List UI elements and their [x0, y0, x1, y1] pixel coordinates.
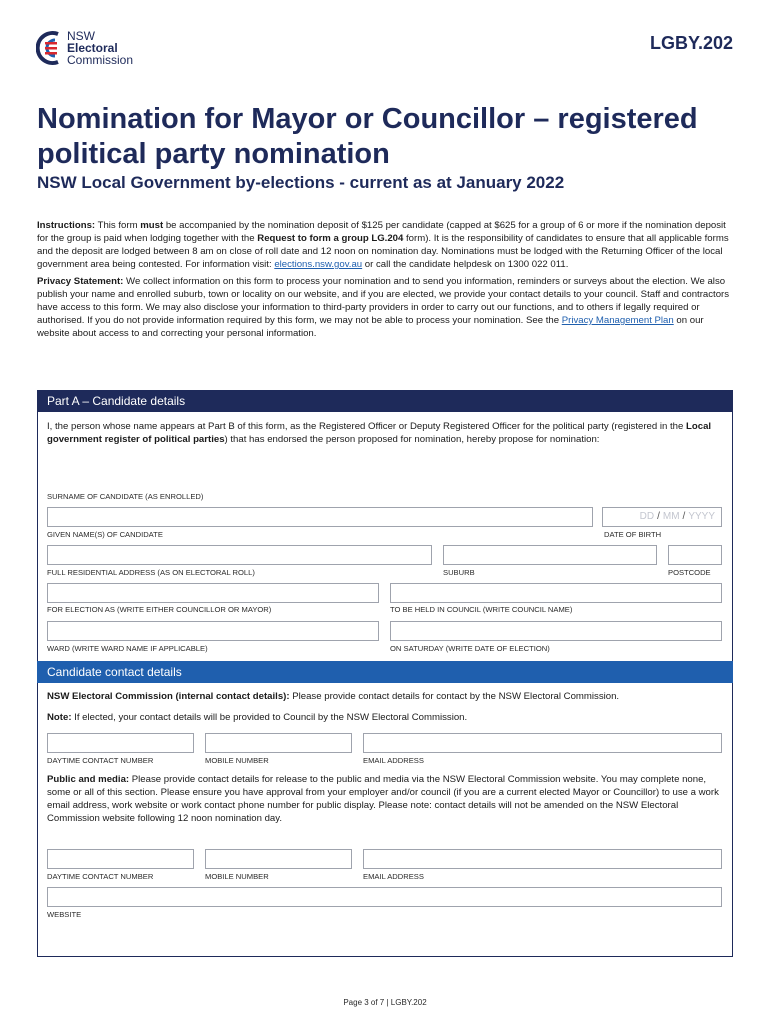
public-mobile-label: MOBILE NUMBER [205, 872, 269, 881]
instructions-text-c: form). It is the responsibility of candidates to ensure that all applicable forms and the deposit are lodged between 8 am on close of roll date and 12 noon on nomination day. Nominations must be lodged with the Returning Officer of the local government area being contested. For information visit: [37, 233, 729, 270]
election-date-field[interactable] [390, 621, 722, 641]
council-label: TO BE HELD IN COUNCIL (WRITE COUNCIL NAME) [390, 605, 573, 614]
request-form-reference: Request to form a group LG.204 [257, 233, 404, 244]
instructions-text-a: This form [95, 220, 141, 231]
privacy-label: Privacy Statement: [37, 276, 124, 287]
public-email-label: EMAIL ADDRESS [363, 872, 424, 881]
surname-label: SURNAME OF CANDIDATE (AS ENROLLED) [47, 492, 204, 501]
note-text: If elected, your contact details will be provided to Council by the NSW Electoral Commission. [71, 712, 468, 723]
internal-email-label: EMAIL ADDRESS [363, 756, 424, 765]
internal-email-field[interactable] [363, 733, 722, 753]
logo-line-3: Commission [67, 53, 134, 67]
privacy-paragraph [37, 275, 737, 340]
page-subtitle: NSW Local Government by-elections - current as at January 2022 [37, 173, 565, 192]
public-mobile-field[interactable] [205, 849, 352, 869]
surname-field[interactable] [47, 507, 593, 527]
declaration-text-a: I, the person whose name appears at Part B of this form, as the Registered Officer or Deputy Registered Officer for the political party (registered in the [47, 421, 687, 432]
ward-field[interactable] [47, 621, 379, 641]
instructions-text-b: be accompanied by the nomination deposit of $125 per candidate (capped at $625 for a group of 6 or more if the nomination deposit for the group is paid when lodging together with the [37, 220, 726, 244]
dob-month-placeholder: MM [662, 511, 680, 522]
contact-details-heading: Candidate contact details [37, 661, 733, 683]
residential-address-label: FULL RESIDENTIAL ADDRESS (AS ON ELECTORAL ROLL) [47, 568, 255, 577]
logo-line-1: NSW [67, 29, 95, 43]
internal-mobile-field[interactable] [205, 733, 352, 753]
instructions-paragraph [37, 219, 737, 271]
internal-mobile-label: MOBILE NUMBER [205, 756, 269, 765]
council-field[interactable] [390, 583, 722, 603]
elected-note [47, 711, 723, 724]
dob-day-placeholder: DD [639, 511, 655, 522]
date-of-birth-field[interactable] [602, 507, 722, 527]
note-label: Note: [47, 712, 72, 723]
page-title: Nomination for Mayor or Councillor – registered political party nomination [37, 103, 698, 170]
nswec-logo-icon [36, 30, 62, 66]
election-as-field[interactable] [47, 583, 379, 603]
dob-separator: / [682, 511, 686, 522]
elections-website-link[interactable]: elections.nsw.gov.au [274, 259, 363, 270]
public-media-note [47, 773, 723, 825]
declaration-text-b: ) that has endorsed the person proposed for nomination, hereby propose for nomination: [224, 434, 600, 445]
register-reference: Local government register of political parties [47, 421, 712, 445]
postcode-label: POSTCODE [668, 568, 711, 577]
public-media-text: Please provide contact details for release to the public and media via the NSW Electoral Commission website. You may complete none, some or all of this section. Please ensure you have approval from your employer and/or council (if you are a current elected Mayor or Councillor) to use a work email address, work website or work contact phone number for public display. Please note: contact details will not be amended on the NSW Electoral Commission website following 12 noon nomination day. [47, 774, 719, 824]
instructions-block [37, 219, 737, 344]
public-website-field[interactable] [47, 887, 722, 907]
privacy-text-b: on our website about access to and correcting your personal information. [37, 315, 704, 339]
instructions-label: Instructions: [37, 220, 96, 231]
public-daytime-phone-label: DAYTIME CONTACT NUMBER [47, 872, 154, 881]
part-a-heading: Part A – Candidate details [37, 390, 733, 412]
public-daytime-phone-field[interactable] [47, 849, 194, 869]
dob-separator: / [657, 511, 660, 522]
election-as-label: FOR ELECTION AS (WRITE EITHER COUNCILLOR OR MAYOR) [47, 605, 272, 614]
suburb-label: SUBURB [443, 568, 475, 577]
proposer-declaration [47, 420, 723, 446]
website-label: WEBSITE [47, 910, 82, 919]
logo-wordmark [67, 30, 133, 66]
postcode-field[interactable] [668, 545, 722, 565]
nsw-electoral-commission-logo [36, 30, 133, 66]
privacy-text-a: We collect information on this form to process your nomination and to send you information, reminders or surveys about the election. We also publish your name and enrolled suburb, town or locality on our website, and if you are elected, we provide your contact details to your council. Staff and contractors have access to this form. We may also disclose your information to third-party providers in order to carry out our functions, and to others if legally required or authorised. If you do not provide information required by this form, we may not be able to process your nomination. See the [37, 276, 730, 326]
internal-daytime-phone-label: DAYTIME CONTACT NUMBER [47, 756, 154, 765]
internal-contact-text: Please provide contact details for contact by the NSW Electoral Commission. [289, 691, 620, 702]
public-media-label: Public and media: [47, 774, 130, 785]
internal-contact-label: NSW Electoral Commission (internal contact details): [47, 691, 290, 702]
logo-line-2: Electoral [67, 41, 118, 55]
privacy-plan-link[interactable]: Privacy Management Plan [561, 315, 674, 326]
dob-year-placeholder: YYYY [688, 511, 715, 522]
suburb-field[interactable] [443, 545, 657, 565]
given-names-field[interactable] [47, 545, 432, 565]
form-code: LGBY.202 [649, 33, 733, 53]
public-email-field[interactable] [363, 849, 722, 869]
instructions-text-d: or call the candidate helpdesk on 1300 022 011. [362, 259, 569, 270]
election-date-label: ON SATURDAY (WRITE DATE OF ELECTION) [390, 644, 550, 653]
page-footer: Page 3 of 7 | LGBY.202 [343, 998, 427, 1007]
must-emphasis: must [140, 220, 164, 231]
date-of-birth-label: DATE OF BIRTH [604, 530, 662, 539]
internal-daytime-phone-field[interactable] [47, 733, 194, 753]
ward-label: WARD (WRITE WARD NAME IF APPLICABLE) [47, 644, 208, 653]
given-names-label: GIVEN NAME(S) OF CANDIDATE [47, 530, 163, 539]
internal-contact-note [47, 690, 723, 703]
